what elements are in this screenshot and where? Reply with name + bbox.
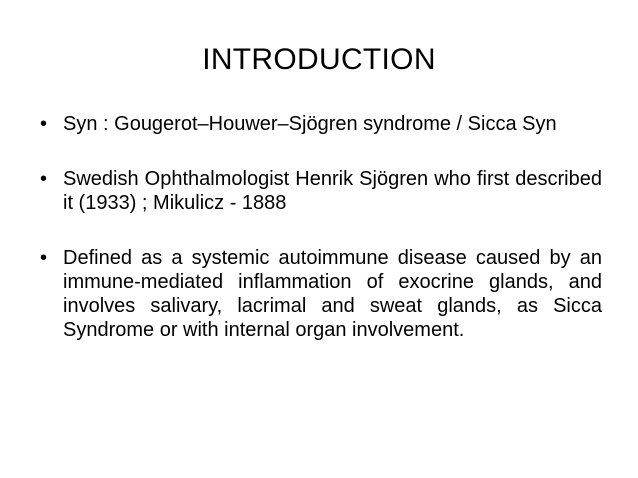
bullet-text: Defined as a systemic autoimmune disease caused by an immune-mediated inflammation of exocrine glands, and involves salivary, lacrimal and sweat glands, as Sicca Syndrome or with internal organ involvement. — [63, 247, 602, 341]
bullet-text: Syn : Gougerot–Houwer–Sjögren syndrome / Sicca Syn — [63, 113, 557, 135]
bullet-icon: • — [40, 168, 48, 190]
bullet-text: Swedish Ophthalmologist Henrik Sjögren who first described it (1933) ; Mikulicz - 1888 — [63, 168, 602, 214]
bullet-item — [40, 112, 602, 136]
bullet-item — [40, 167, 602, 215]
bullet-icon: • — [40, 113, 48, 135]
bullet-list — [40, 112, 602, 342]
slide-title: INTRODUCTION — [202, 43, 436, 76]
bullet-item — [40, 246, 602, 342]
bullet-icon: • — [40, 247, 48, 269]
